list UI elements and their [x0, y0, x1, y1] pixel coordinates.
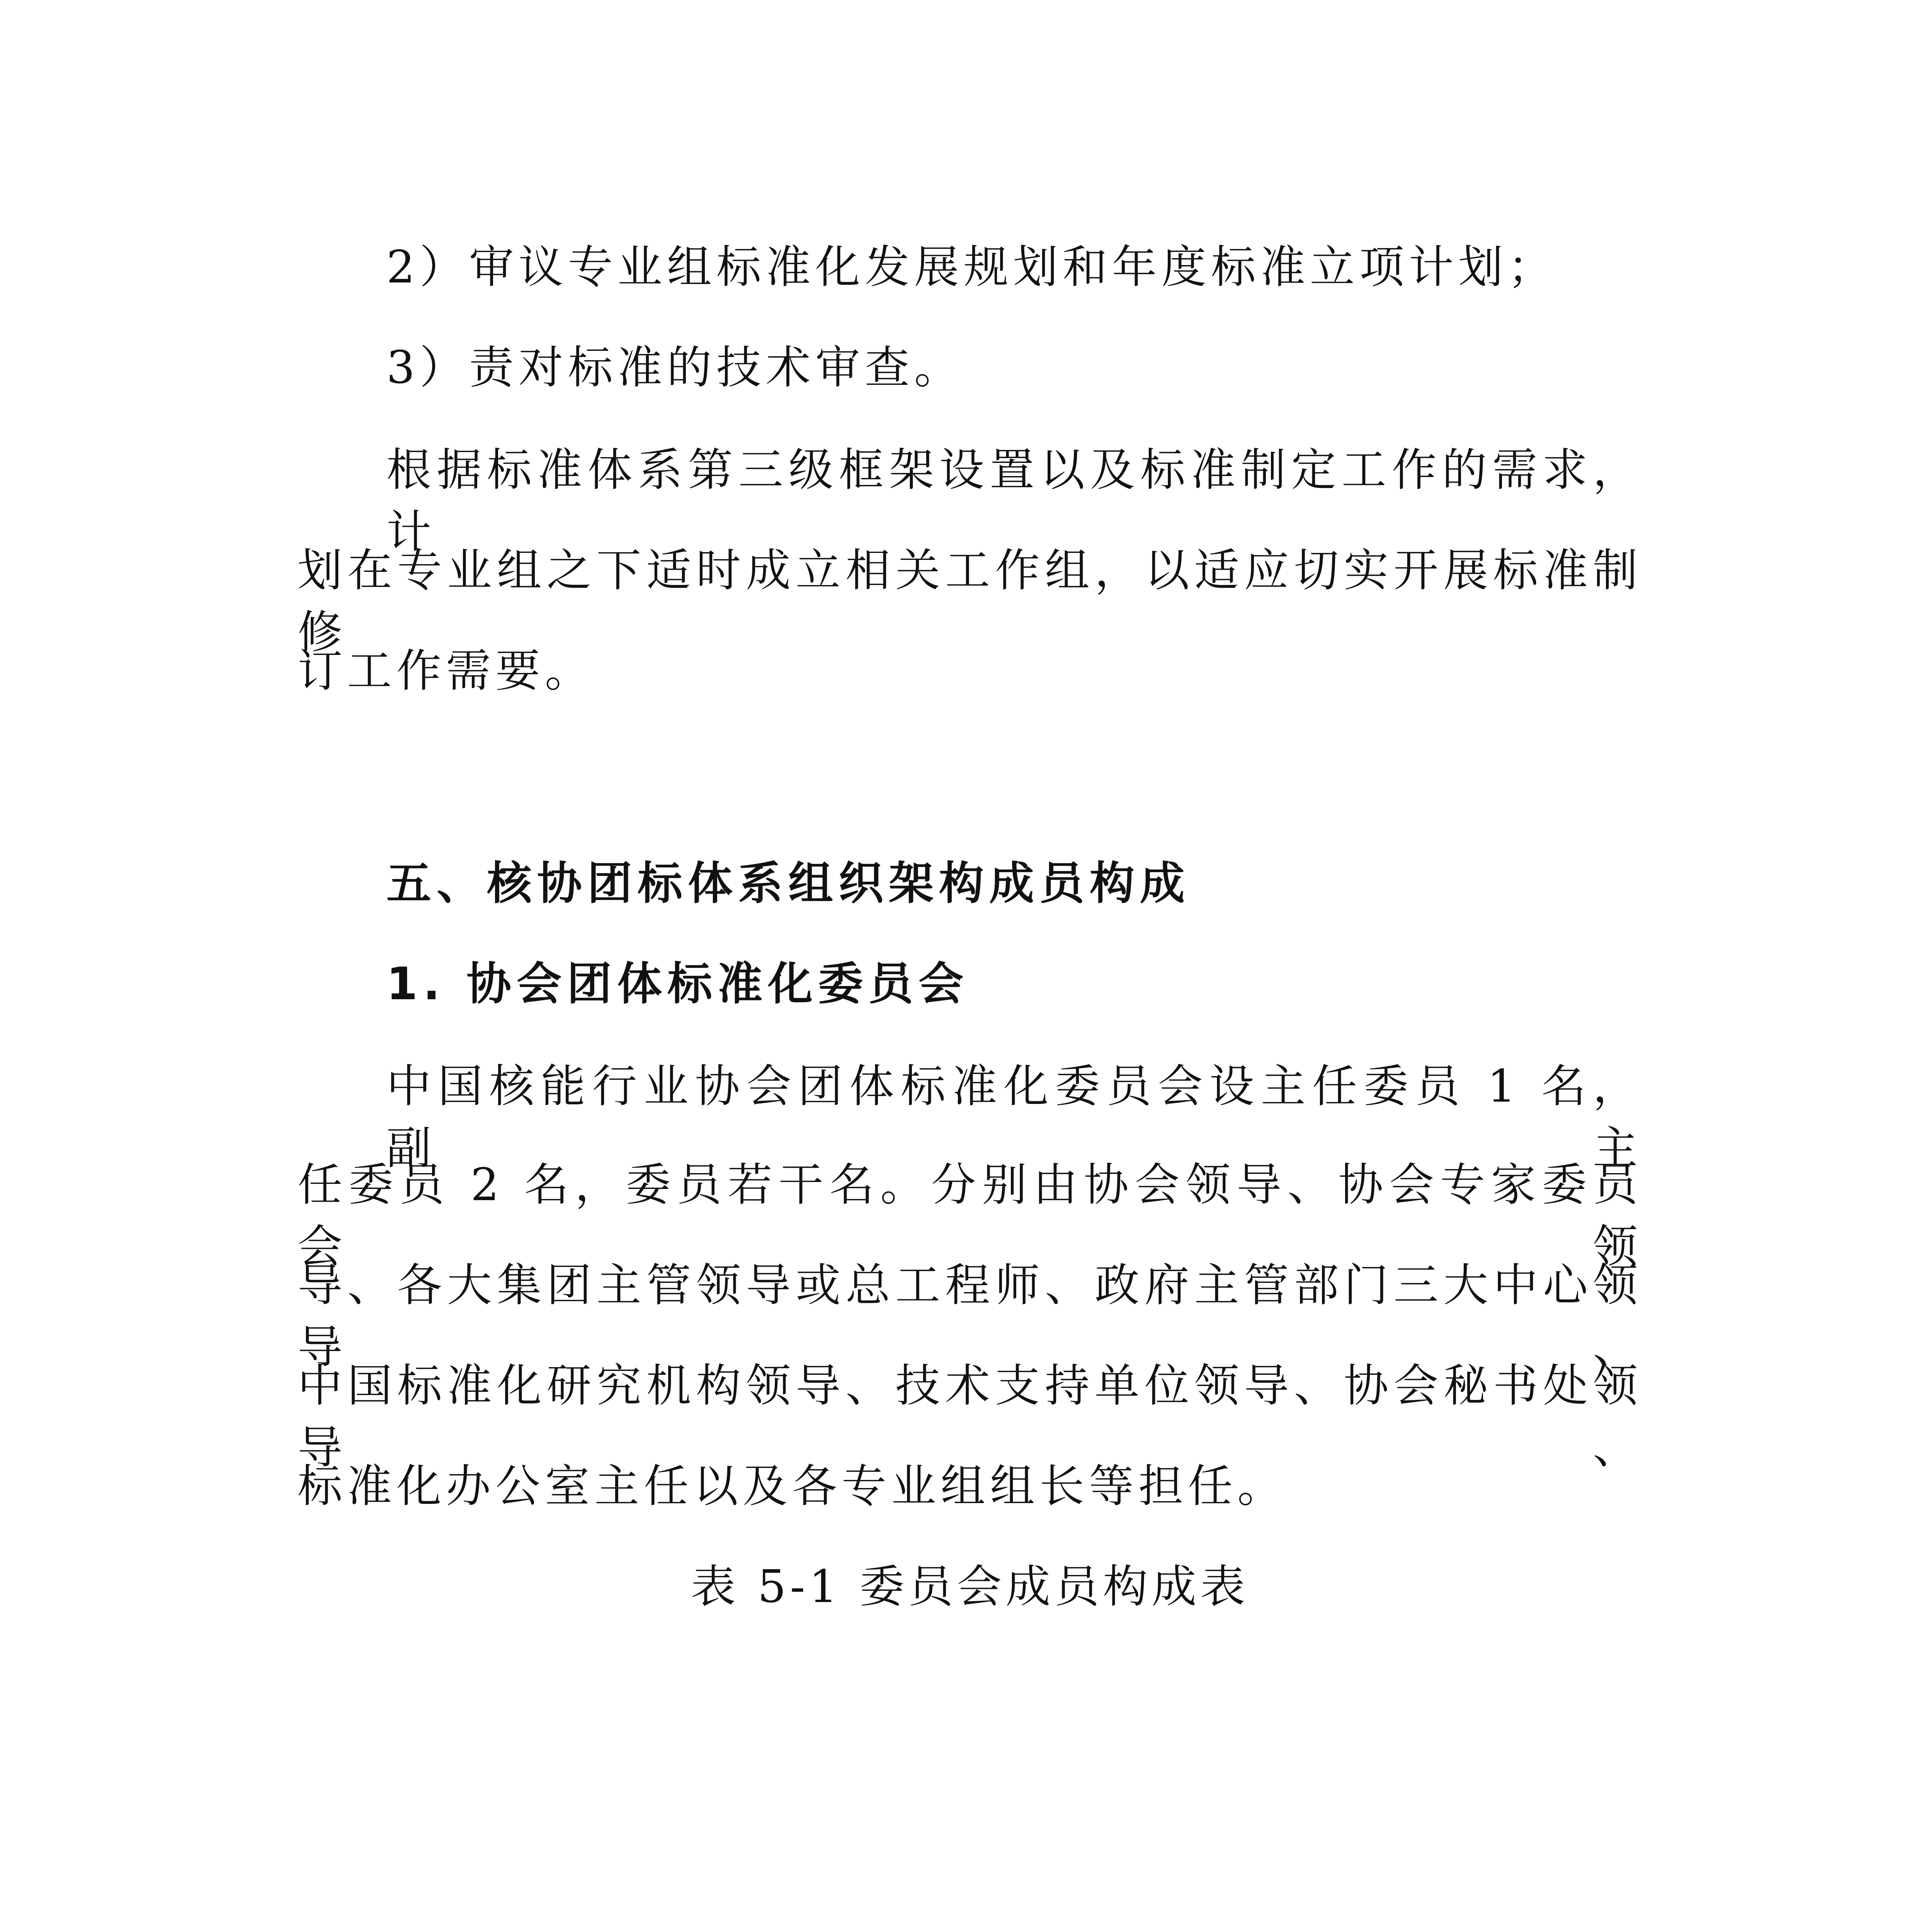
- table-caption: 表 5-1 委员会成员构成表: [691, 1561, 1249, 1613]
- paragraph-line: 中国标准化研究机构领导、技术支持单位领导、协会秘书处领导、: [298, 1360, 1642, 1474]
- paragraph-line: 订工作需要。: [298, 645, 594, 697]
- subsection-heading: 1. 协会团体标准化委员会: [386, 958, 969, 1010]
- list-item-2: 2）审议专业组标准化发展规划和年度标准立项计划；: [386, 241, 1557, 293]
- section-heading: 五、核协团标体系组织架构成员构成: [386, 857, 1190, 910]
- paragraph-line: 划在专业组之下适时成立相关工作组，以适应切实开展标准制修: [298, 544, 1642, 658]
- paragraph-line: 根据标准体系第三级框架设置以及标准制定工作的需求，计: [386, 444, 1642, 558]
- paragraph-line: 标准化办公室主任以及各专业组组长等担任。: [298, 1460, 1287, 1512]
- paragraph-line: 中国核能行业协会团体标准化委员会设主任委员 1 名，副主: [386, 1060, 1642, 1174]
- paragraph-line: 导、各大集团主管领导或总工程师、政府主管部门三大中心领导、: [298, 1259, 1642, 1373]
- list-item-3: 3）责对标准的技术审查。: [386, 342, 964, 394]
- paragraph-line: 任委员 2 名，委员若干名。分别由协会领导、协会专家委员会领: [298, 1159, 1642, 1273]
